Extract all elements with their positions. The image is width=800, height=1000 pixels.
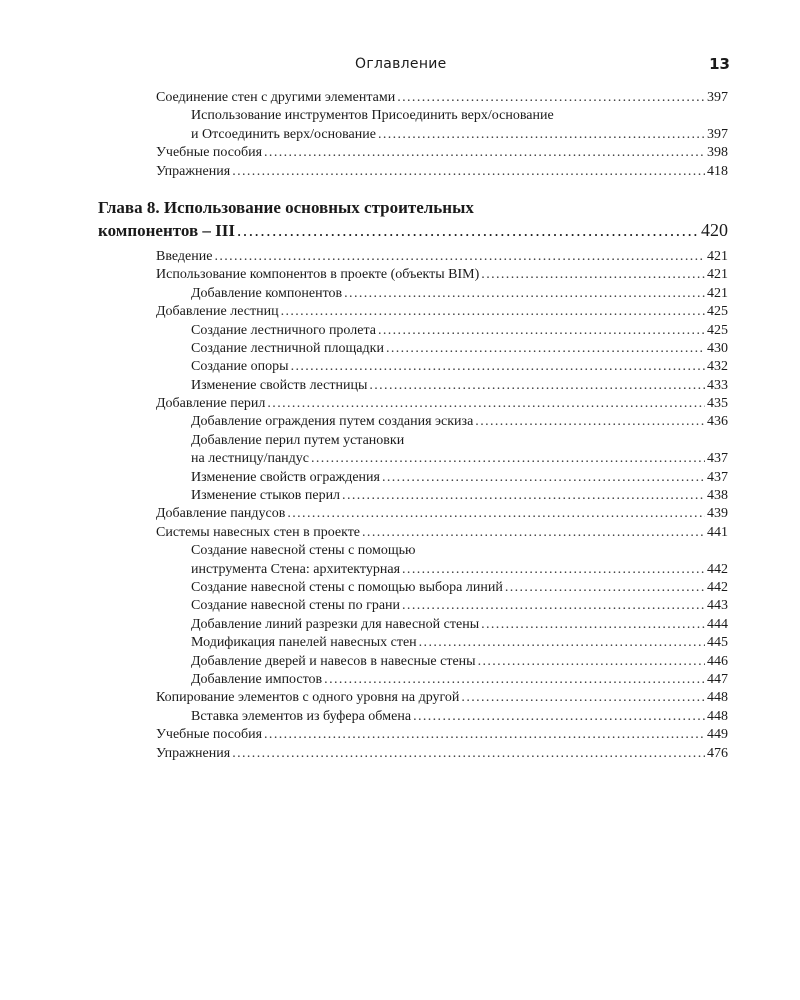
toc-entry-page: 448 (707, 690, 728, 706)
toc-entry-page: 398 (707, 145, 728, 161)
dot-leader (481, 266, 705, 284)
dot-leader (287, 505, 705, 523)
toc-entry-title: Модификация панелей навесных стен (191, 635, 417, 651)
toc-entry-title: и Отсоединить верх/основание (191, 126, 376, 142)
toc-entry[interactable] (191, 126, 728, 144)
dot-leader (402, 561, 705, 579)
dot-leader (267, 395, 705, 413)
toc-entry-title: инструмента Стена: архитектурная (191, 561, 401, 577)
dot-leader (419, 634, 705, 652)
toc-entry-title: Изменение свойств ограждения (191, 469, 380, 485)
dot-leader (237, 220, 699, 242)
toc-entry-page: 432 (707, 359, 728, 375)
toc-entry-title: Упражнения (156, 163, 231, 179)
toc-entry[interactable] (191, 413, 728, 431)
toc-entry-title: Создание навесной стены с помощью выбора линий (191, 579, 503, 595)
toc-entry-page: 436 (707, 414, 728, 430)
toc-entry-title: Добавление лестниц (156, 304, 279, 320)
toc-entry-page: 437 (707, 451, 728, 467)
toc-entry-page: 430 (707, 340, 728, 356)
toc-entry-title: Добавление компонентов (191, 285, 343, 301)
toc-entry-page: 433 (707, 377, 728, 393)
toc-entry-page: 446 (707, 653, 728, 669)
toc-entry-page: 438 (707, 488, 728, 504)
toc-entry-title: Добавление перил (156, 396, 266, 412)
toc-entry[interactable] (191, 579, 728, 597)
toc-entry[interactable] (191, 285, 728, 303)
toc-entry-page: 397 (707, 126, 728, 142)
toc-entry-title: Системы навесных стен в проекте (156, 524, 361, 540)
dot-leader (214, 248, 705, 266)
chapter-page: 420 (701, 219, 728, 240)
toc-entry-page: 445 (707, 635, 728, 651)
table-of-contents (0, 89, 800, 763)
toc-entry-title: Создание лестничной площадки (191, 340, 384, 356)
toc-entry-page: 447 (707, 671, 728, 687)
toc-entry[interactable] (191, 671, 728, 689)
toc-entry-page: 437 (707, 469, 728, 485)
toc-entry[interactable] (191, 561, 728, 579)
toc-entry[interactable] (191, 377, 728, 395)
toc-entry-title: Использование компонентов в проекте (объекты BIM) (156, 267, 480, 283)
dot-leader (475, 413, 705, 431)
toc-entry-page: 421 (707, 267, 728, 283)
toc-entry[interactable] (191, 616, 728, 634)
toc-entry[interactable] (191, 450, 728, 468)
toc-entry-title: Добавление импостов (191, 671, 323, 687)
toc-entry[interactable] (191, 653, 728, 671)
toc-entry-title: Создание навесной стены по грани (191, 598, 401, 614)
toc-entry-title: Добавление дверей и навесов в навесные стены (191, 653, 476, 669)
toc-entry[interactable] (191, 487, 728, 505)
dot-leader (478, 653, 705, 671)
toc-entry-page: 397 (707, 90, 728, 105)
toc-entry-title: Добавление пандусов (156, 506, 286, 522)
toc-entry[interactable] (191, 469, 728, 487)
dot-leader (386, 340, 705, 358)
running-head-title: Оглавление (355, 56, 447, 72)
toc-entry[interactable] (156, 144, 728, 162)
toc-entry[interactable] (156, 524, 728, 542)
toc-entry[interactable] (156, 266, 728, 284)
toc-entry-page: 439 (707, 506, 728, 522)
toc-entry-title: Введение (156, 248, 213, 264)
toc-entry-title-line1[interactable]: Добавление перил путем установки (191, 432, 405, 448)
toc-entry-page: 448 (707, 708, 728, 724)
toc-entry-page: 425 (707, 304, 728, 320)
toc-entry-page: 449 (707, 727, 728, 743)
toc-entry-page: 476 (707, 745, 728, 761)
dot-leader (382, 469, 705, 487)
dot-leader (344, 285, 705, 303)
toc-entry[interactable] (156, 689, 728, 707)
toc-entry-title: Создание опоры (191, 359, 289, 375)
toc-entry[interactable] (156, 505, 728, 523)
dot-leader (324, 671, 705, 689)
toc-entry-title-line1[interactable]: Создание навесной стены с помощью (191, 543, 416, 559)
toc-entry-title: Упражнения (156, 745, 231, 761)
toc-entry-title: Учебные пособия (156, 145, 263, 161)
toc-entry[interactable] (191, 340, 728, 358)
chapter-heading[interactable] (98, 197, 728, 242)
toc-entry-page: 435 (707, 396, 728, 412)
toc-entry[interactable] (156, 745, 728, 763)
dot-leader (281, 303, 705, 321)
toc-entry-page: 441 (707, 524, 728, 540)
toc-entry-page: 443 (707, 598, 728, 614)
toc-entry[interactable] (156, 163, 728, 181)
toc-entry[interactable] (156, 726, 728, 744)
toc-entry[interactable] (156, 303, 728, 321)
dot-leader (291, 358, 705, 376)
toc-entry-title: Учебные пособия (156, 727, 263, 743)
dot-leader (362, 524, 705, 542)
toc-entry[interactable] (191, 634, 728, 652)
running-head (0, 56, 800, 76)
toc-entry-page: 421 (707, 248, 728, 264)
dot-leader (378, 126, 705, 144)
toc-entry[interactable] (156, 395, 728, 413)
toc-entry-title: Соединение стен с другими элементами (156, 90, 396, 105)
chapter-title-line2: компонентов – III (98, 220, 235, 240)
dot-leader (311, 450, 705, 468)
dot-leader (232, 163, 705, 181)
toc-entry-title: Копирование элементов с одного уровня на другой (156, 690, 460, 706)
toc-entry[interactable] (191, 708, 728, 726)
toc-entry-page: 442 (707, 561, 728, 577)
toc-entry-title: на лестницу/пандус (191, 451, 309, 467)
toc-entry-title: Добавление ограждения путем создания эскиза (191, 414, 474, 430)
toc-entry[interactable] (191, 322, 728, 340)
dot-leader (342, 487, 705, 505)
toc-entry-title: Изменение стыков перил (191, 488, 341, 504)
toc-entry-page: 418 (707, 163, 728, 179)
dot-leader (461, 689, 705, 707)
dot-leader (369, 377, 705, 395)
toc-entry-page: 442 (707, 579, 728, 595)
toc-entry-page: 421 (707, 285, 728, 301)
dot-leader (264, 726, 705, 744)
toc-entry-title: Вставка элементов из буфера обмена (191, 708, 412, 724)
chapter-title-line1: Глава 8. Использование основных строительных (98, 197, 474, 217)
toc-entry-title-line1[interactable]: Использование инструментов Присоединить верх/основание (191, 108, 554, 124)
dot-leader (505, 579, 705, 597)
toc-entry[interactable] (191, 597, 728, 615)
page-number: 13 (709, 55, 730, 73)
dot-leader (264, 144, 705, 162)
dot-leader (397, 89, 705, 107)
toc-entry-title: Изменение свойств лестницы (191, 377, 368, 393)
dot-leader (402, 597, 705, 615)
toc-entry-page: 444 (707, 616, 728, 632)
toc-entry-title: Добавление линий разрезки для навесной стены (191, 616, 480, 632)
toc-entry-title: Создание лестничного пролета (191, 322, 376, 338)
toc-entry[interactable] (156, 248, 728, 266)
toc-entry-page: 425 (707, 322, 728, 338)
toc-entry[interactable] (156, 89, 728, 107)
dot-leader (413, 708, 705, 726)
dot-leader (232, 745, 705, 763)
toc-entry[interactable] (191, 358, 728, 376)
dot-leader (481, 616, 705, 634)
dot-leader (378, 322, 705, 340)
